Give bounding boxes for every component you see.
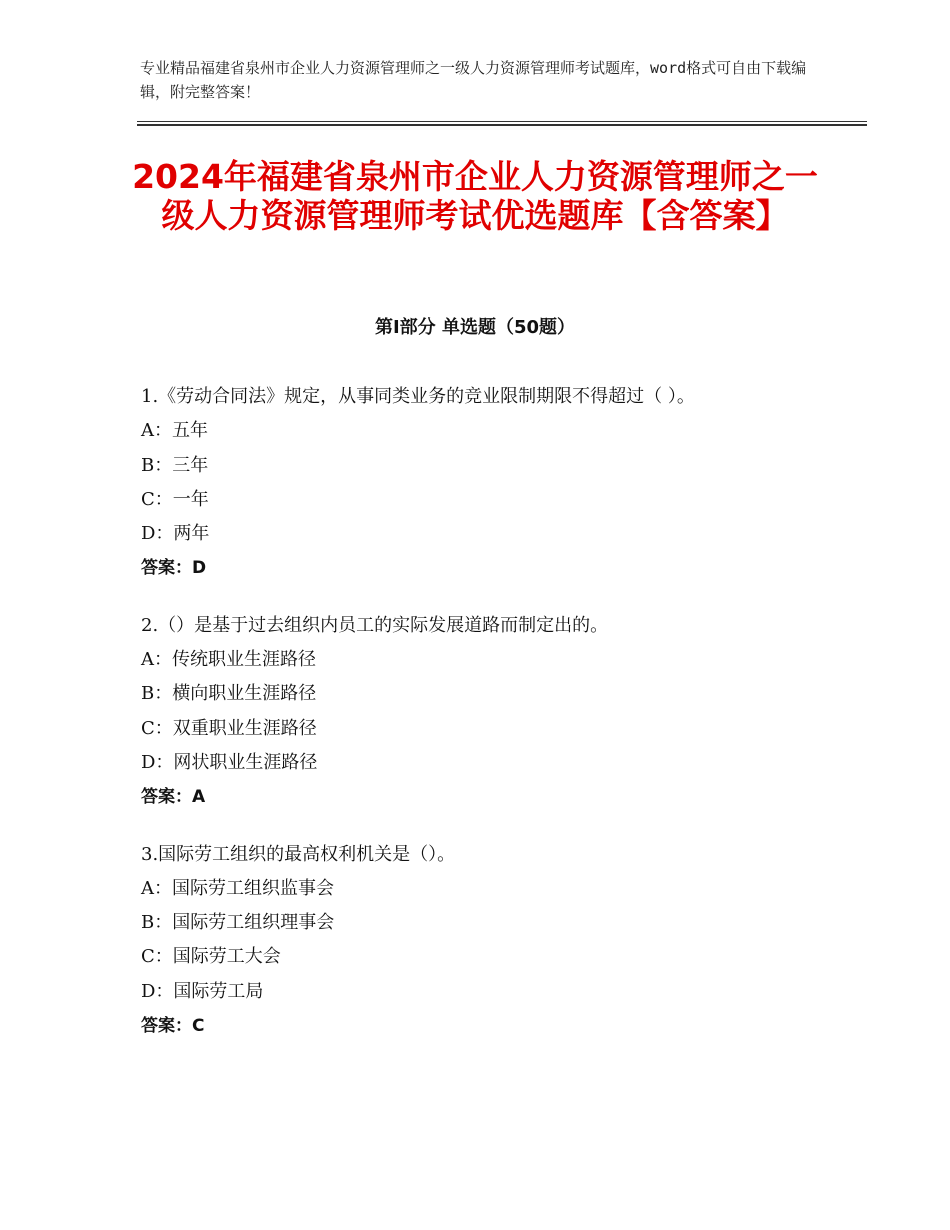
answer-label: 答案：C <box>141 1016 205 1037</box>
option-b: B：三年 <box>141 454 209 476</box>
question-stem: 2.（）是基于过去组织内员工的实际发展道路而制定出的。 <box>141 614 609 636</box>
option-a: A：国际劳工组织监事会 <box>141 877 334 899</box>
question-stem: 3.国际劳工组织的最高权利机关是（）。 <box>141 843 456 865</box>
option-d: D：国际劳工局 <box>141 980 264 1002</box>
answer-label: 答案：D <box>141 558 207 579</box>
document-title: 2024年福建省泉州市企业人力资源管理师之一级人力资源管理师考试优选题库【含答案】 <box>132 157 818 235</box>
question-2 <box>141 609 821 815</box>
option-c: C：一年 <box>141 488 209 510</box>
section-heading: 第Ⅰ部分 单选题（50题） <box>374 317 575 338</box>
question-stem: 1.《劳动合同法》规定，从事同类业务的竞业限制期限不得超过（ ）。 <box>141 386 695 407</box>
option-a: A：传统职业生涯路径 <box>141 649 316 671</box>
header-note: 专业精品福建省泉州市企业人力资源管理师之一级人力资源管理师考试题库，word格式可自由下载编辑，附完整答案！ <box>140 59 807 101</box>
option-c: C：双重职业生涯路径 <box>141 717 317 739</box>
header-divider <box>137 121 867 122</box>
option-b: B：国际劳工组织理事会 <box>141 912 335 934</box>
option-d: D：两年 <box>141 523 210 545</box>
option-b: B：横向职业生涯路径 <box>141 683 317 705</box>
question-list <box>141 380 821 1066</box>
option-c: C：国际劳工大会 <box>141 946 281 968</box>
question-3 <box>141 838 821 1044</box>
question-1 <box>141 380 821 586</box>
header-divider-thick <box>137 124 867 126</box>
option-d: D：网状职业生涯路径 <box>141 751 318 773</box>
answer-label: 答案：A <box>141 787 206 808</box>
option-a: A：五年 <box>141 420 208 442</box>
